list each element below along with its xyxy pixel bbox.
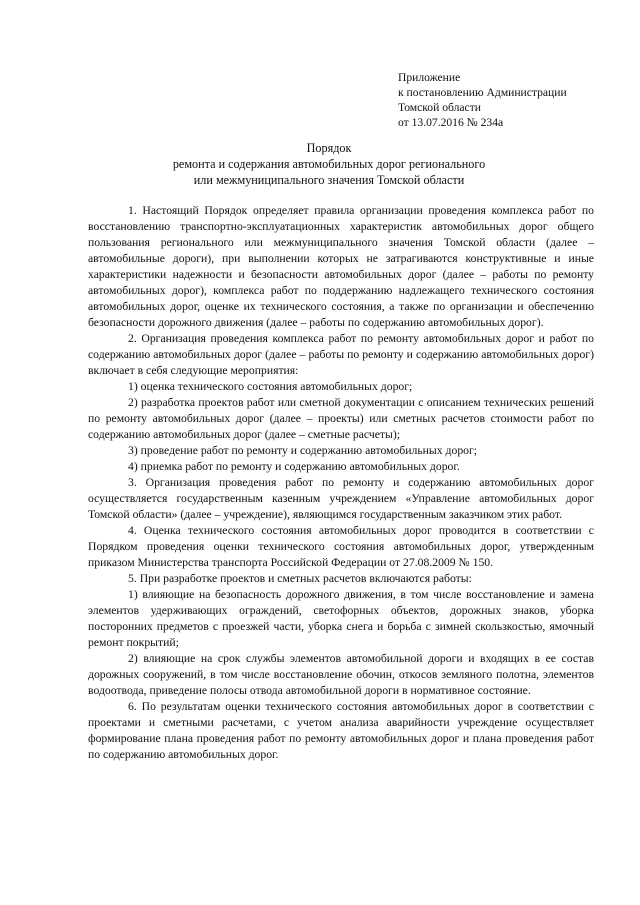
approval-block [398, 70, 628, 130]
approval-line-appendix: Приложение [398, 71, 461, 84]
paragraph-2: 2. Организация проведения комплекса работ по ремонту автомобильных дорог и работ по содержанию автомобильных дорог (далее – работы по ремонту и содержанию автомобильных дорог) включает в себя следующие мероприятия: [88, 332, 594, 377]
paragraph-6: 6. По результатам оценки технического состояния автомобильных дорог в соответствии с проектами и сметными расчетами, с учетом анализа аварийности учреждение осуществляет формирование плана проведения работ по ремонту автомобильных дорог и плана проведения работ по содержанию автомобильных дорог. [88, 700, 594, 761]
list-item-2-4: 4) приемка работ по ремонту и содержанию автомобильных дорог. [128, 460, 460, 473]
title-heading: Порядок [306, 141, 352, 155]
list-item-2-1: 1) оценка технического состояния автомобильных дорог; [128, 380, 413, 393]
approval-line-resolution: к постановлению Администрации [398, 86, 567, 99]
paragraph-4: 4. Оценка технического состояния автомобильных дорог проводится в соответствии с Порядком проведения оценки технического состояния автомобильных дорог, утвержденным приказом Министерства транспорта Российской Федерации от 27.08.2009 № 150. [88, 524, 594, 569]
approval-line-region: Томской области [398, 101, 481, 114]
list-item-2-2: 2) разработка проектов работ или сметной документации с описанием технических решений по ремонту автомобильных дорог (далее – проекты) или сметных расчетов стоимости работ по содержанию автомобильных дорог (далее – сметные расчеты); [88, 396, 594, 441]
list-item-5-2: 2) влияющие на срок службы элементов автомобильной дороги и входящих в ее состав дорожных сооружений, в том числе восстановление обочин, откосов земляного полотна, элементов водоотвода, приведение полосы отвода автомобильной дороги в нормативное состояние. [88, 652, 594, 697]
approval-line-date-number: от 13.07.2016 № 234а [398, 116, 504, 129]
list-item-2-3: 3) проведение работ по ремонту и содержанию автомобильных дорог; [128, 444, 478, 457]
title-line-2: или межмуниципального значения Томской области [193, 173, 465, 187]
list-item-5-1: 1) влияющие на безопасность дорожного движения, в том числе восстановление и замена элементов удерживающих ограждений, светофорных объектов, дорожных знаков, уборка посторонних предметов с проезжей части, уборка снега и борьба с зимней скользкостью, ямочный ремонт покрытий; [88, 588, 594, 649]
paragraph-5: 5. При разработке проектов и сметных расчетов включаются работы: [128, 572, 472, 585]
document-title [84, 140, 574, 188]
paragraph-1: 1. Настоящий Порядок определяет правила организации проведения комплекса работ по восстановлению транспортно-эксплуатационных характеристик автомобильных дорог общего пользования регионального или межмуниципального значения Томской области (далее – автомобильные дороги), при выполнении которых не затрагиваются конструктивные и иные характеристики надежности и безопасности автомобильных дорог (далее – работы по ремонту автомобильных дорог), комплекса работ по поддержанию надлежащего технического состояния автомобильных дорог, оценке их технического состояния, а также по организации и обеспечению безопасности дорожного движения (далее – работы по содержанию автомобильных дорог). [88, 204, 594, 329]
paragraph-3: 3. Организация проведения работ по ремонту и содержанию автомобильных дорог осуществляется государственным казенным учреждением «Управление автомобильных дорог Томской области» (далее – учреждение), являющимся государственным заказчиком этих работ. [88, 476, 594, 521]
document-body [88, 203, 594, 763]
title-line-1: ремонта и содержания автомобильных дорог регионального [172, 157, 486, 171]
